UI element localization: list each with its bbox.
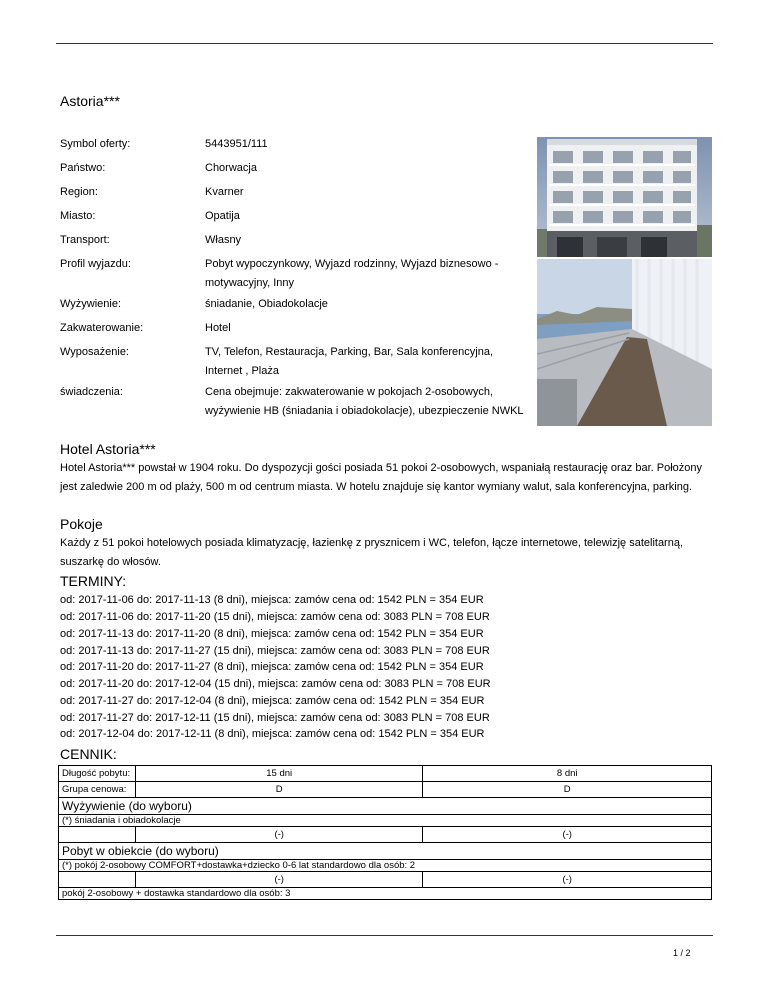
term-item: od: 2017-11-06 do: 2017-11-13 (8 dni), miejsca: zamów cena od: 1542 PLN = 354 EUR xyxy=(60,594,484,606)
field-label: Wyżywienie: xyxy=(60,298,122,310)
term-item: od: 2017-11-20 do: 2017-11-27 (8 dni), miejsca: zamów cena od: 1542 PLN = 354 EUR xyxy=(60,661,484,673)
table-row xyxy=(59,827,712,843)
table-row xyxy=(59,860,712,872)
room-price-1: (-) xyxy=(135,872,423,888)
hotel-description: Hotel Astoria*** powstał w 1904 roku. Do dyspozycji gości posiada 51 pokoi 2-osobowych, wspaniałą restaurację oraz bar. Położony jest zaledwie 200 m od plaży, 500 m od centrum miasta. W hotelu znajduje się kantor wymiany walut, sala konferencyjna, parking. xyxy=(60,462,703,493)
term-item: od: 2017-11-27 do: 2017-12-11 (15 dni), miejsca: zamów cena od: 3083 PLN = 708 EUR xyxy=(60,712,490,724)
stay-length-15: 15 dni xyxy=(135,766,423,782)
stay-section-heading: Pobyt w obiekcie (do wyboru) xyxy=(59,843,712,860)
field-value: Opatija xyxy=(205,210,240,222)
stay-length-label: Długość pobytu: xyxy=(59,766,136,782)
field-label: Wyposażenie: xyxy=(60,346,129,358)
pricelist-table xyxy=(58,765,712,900)
room-price-2: (-) xyxy=(423,872,712,888)
hotel-heading: Hotel Astoria*** xyxy=(60,441,156,457)
term-item: od: 2017-11-06 do: 2017-11-20 (15 dni), miejsca: zamów cena od: 3083 PLN = 708 EUR xyxy=(60,611,490,623)
field-label: Państwo: xyxy=(60,162,106,174)
bottom-rule xyxy=(56,935,713,936)
hotel-facade-photo xyxy=(537,137,712,257)
room-option: pokój 2-osobowy + dostawka standardowo dla osób: 3 xyxy=(59,888,712,900)
meals-price-2: (-) xyxy=(423,827,712,843)
field-value: Kvarner xyxy=(205,186,244,198)
rooms-description: Każdy z 51 pokoi hotelowych posiada klimatyzację, łazienkę z prysznicem i WC, telefon, łącze internetowe, telewizję satelitarną, suszarkę do włosów. xyxy=(60,537,684,568)
pricelist-heading: CENNIK: xyxy=(60,746,117,762)
field-label: Transport: xyxy=(60,234,110,246)
balcony-view-photo xyxy=(537,259,712,426)
field-value: Chorwacja xyxy=(205,162,257,174)
meals-price-1: (-) xyxy=(135,827,423,843)
meals-option: (*) śniadania i obiadokolacje xyxy=(59,815,712,827)
offer-title: Astoria*** xyxy=(60,93,120,109)
table-row xyxy=(59,843,712,860)
term-item: od: 2017-11-13 do: 2017-11-20 (8 dni), miejsca: zamów cena od: 1542 PLN = 354 EUR xyxy=(60,628,484,640)
term-item: od: 2017-11-27 do: 2017-12-04 (8 dni), miejsca: zamów cena od: 1542 PLN = 354 EUR xyxy=(60,695,485,707)
price-group-2: D xyxy=(423,782,712,798)
table-row xyxy=(59,872,712,888)
field-label: Profil wyjazdu: xyxy=(60,258,131,270)
room-option: (*) pokój 2-osobowy COMFORT+dostawka+dziecko 0-6 lat standardowo dla osób: 2 xyxy=(59,860,712,872)
price-group-1: D xyxy=(135,782,423,798)
field-label: Zakwaterowanie: xyxy=(60,322,144,334)
field-label: Symbol oferty: xyxy=(60,138,131,150)
rooms-heading: Pokoje xyxy=(60,516,103,532)
term-item: od: 2017-11-20 do: 2017-12-04 (15 dni), miejsca: zamów cena od: 3083 PLN = 708 EUR xyxy=(60,678,491,690)
field-value: Hotel xyxy=(205,322,231,334)
table-row xyxy=(59,766,712,782)
field-value: Cena obejmuje: zakwaterowanie w pokojach 2-osobowych, wyżywienie HB (śniadania i obiadokolacje), ubezpieczenie NWKL xyxy=(205,386,524,417)
field-value: 5443951/111 xyxy=(205,138,268,150)
table-row xyxy=(59,815,712,827)
price-group-label: Grupa cenowa: xyxy=(59,782,136,798)
term-item: od: 2017-12-04 do: 2017-12-11 (8 dni), miejsca: zamów cena od: 1542 PLN = 354 EUR xyxy=(60,728,485,740)
table-row xyxy=(59,798,712,815)
page-number: 1 / 2 xyxy=(673,948,691,958)
table-row xyxy=(59,888,712,900)
field-label: Region: xyxy=(60,186,98,198)
field-value: śniadanie, Obiadokolacje xyxy=(205,298,328,310)
top-rule xyxy=(56,43,713,44)
terms-heading: TERMINY: xyxy=(60,573,127,589)
field-value: Własny xyxy=(205,234,242,246)
field-value: Pobyt wypoczynkowy, Wyjazd rodzinny, Wyjazd biznesowo - motywacyjny, Inny xyxy=(205,258,499,289)
field-value: TV, Telefon, Restauracja, Parking, Bar, Sala konferencyjna, Internet , Plaża xyxy=(205,346,493,377)
meals-section-heading: Wyżywienie (do wyboru) xyxy=(59,798,712,815)
table-row xyxy=(59,782,712,798)
field-label: świadczenia: xyxy=(60,386,123,398)
stay-length-8: 8 dni xyxy=(423,766,712,782)
term-item: od: 2017-11-13 do: 2017-11-27 (15 dni), miejsca: zamów cena od: 3083 PLN = 708 EUR xyxy=(60,645,490,657)
field-label: Miasto: xyxy=(60,210,96,222)
